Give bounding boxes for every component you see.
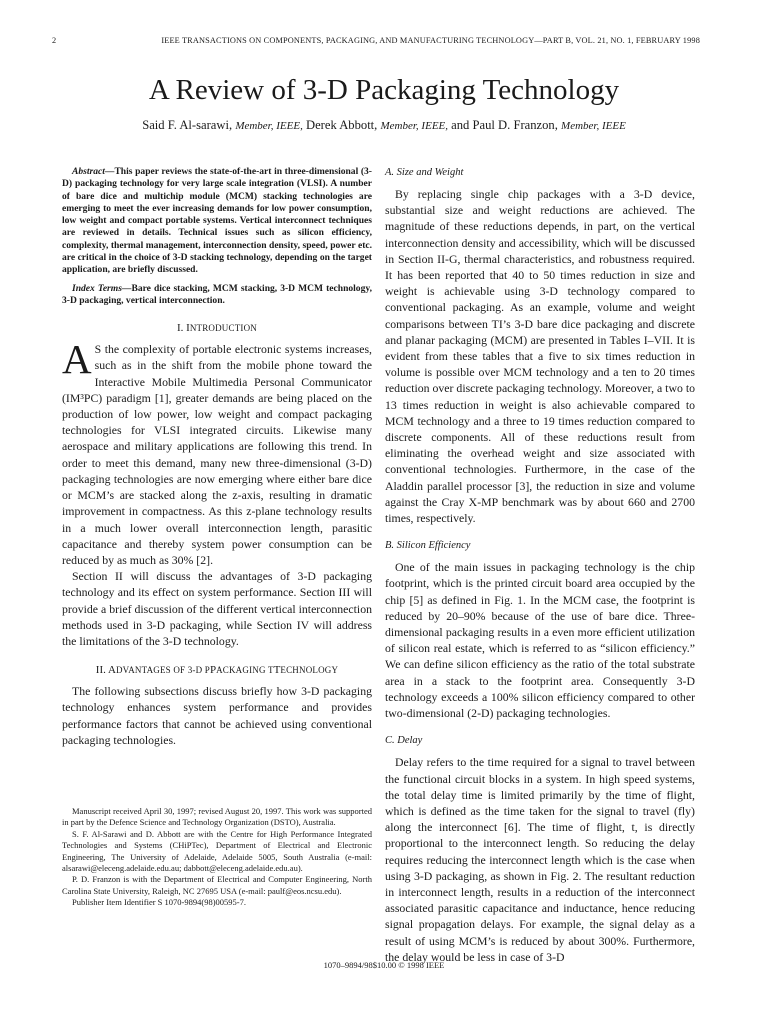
journal-header: IEEE TRANSACTIONS ON COMPONENTS, PACKAGING, AND MANUFACTURING TECHNOLOGY—PART B, VOL. 21, NO. 1, FEBRUARY 1998	[161, 36, 700, 45]
section-numeral: I.	[176, 322, 184, 335]
abstract	[62, 166, 372, 277]
author-name: Derek Abbott,	[305, 118, 378, 132]
author-name: Paul D. Franzon,	[472, 118, 558, 132]
section-heading-cap: T	[273, 664, 281, 677]
intro-paragraph-2: Section II will discuss the advantages of 3-D packaging technology and its effect on system performance. Section III will provide a brief discussion of the different vertical interconnection methods used in 3-D packaging, while Section IV will address the limitations of the 3-D technology.	[62, 569, 372, 648]
section-heading-rest: DVANTAGES OF 3-D P	[115, 665, 210, 676]
section-heading-rest: NTRODUCTION	[189, 323, 258, 334]
size-weight-paragraph: By replacing single chip packages with a 3-D device, substantial size and weight reductions are achieved. The magnitude of these reductions depends, in part, on the vertical interconnection density and accessibility, which will be discussed in Section II-G, thermal characteristics, and robustness required. It has been reported that 40 to 50 times reduction in size and weight is achievable using 3-D technology compared to conventional packaging. As an example, volume and weight comparisons between TI’s 3-D bare dice packaging and discrete and planar packaging (MCM) are presented in Tables I–VII. It is evident from these tables that a five to six times reduction in volume is possible over MCM technology and a ten to 20 times reduction over discrete packaging technology. Moreover, a two to 13 times reduction in weight is also achievable compared to MCM technology and a three to 19 times reduction compared to discrete components. All of these reductions result from eliminating the overhead weight and size associated with conventional technologies. Furthermore, in the case of the Aladdin parallel processor [3], the reduction in size and volume against the Cray X-MP benchmark was by about 660 and 2700 times, respectively.	[385, 187, 695, 526]
subsection-heading-size: A. Size and Weight	[385, 167, 464, 178]
section-numeral: II.	[95, 664, 106, 677]
left-column	[62, 166, 372, 748]
delay-paragraph: Delay refers to the time required for a signal to travel between the functional circuit blocks in a system. In high speed systems, the total delay time is limited primarily by the time of flight, which is defined as the time taken for the signal to travel (fly) along the interconnect [6]. The time of flight, t, is directly proportional to the interconnect length. So reducing the delay requires reducing the interconnect length which is the case when using 3-D packaging, as shown in Fig. 2. The resultant reduction in interconnect length, results in a reduction of the interconnect associated parasitic capacitance and inductance, hence reducing signal propagation delays. For example, the signal delay as a result of using MCM’s is reduced by about 300%. Furthermore, the delay would be less in case of 3-D	[385, 755, 695, 964]
section-heading-cap: P	[209, 664, 217, 677]
page-number: 2	[52, 36, 57, 45]
section-heading-advantages	[62, 663, 372, 677]
footnote: S. F. Al-Sarawi and D. Abbott are with the Centre for High Performance Integrated Technologies and Systems (CHiPTec), Department of Electrical and Electronic Engineering, The University of Adelaide, Adelaide 5005, South Australia (e-mail: alsarawi@eleceng.adelaide.edu.au; dabbott@eleceng.adelaide.edu.au).	[62, 828, 372, 874]
footnote: P. D. Franzon is with the Department of Electrical and Computer Engineering, North Carolina State University, Raleigh, NC 27695 USA (e-mail: paulf@eos.ncsu.edu).	[62, 874, 372, 896]
footnotes	[62, 806, 372, 909]
subsection-heading-silicon: B. Silicon Efficiency	[385, 540, 471, 552]
index-terms	[62, 283, 372, 308]
paper-title: A Review of 3-D Packaging Technology	[148, 74, 620, 106]
author-membership: Member, IEEE,	[380, 120, 449, 132]
author-membership: Member, IEEE	[561, 120, 626, 132]
right-column	[385, 166, 695, 965]
footnote: Publisher Item Identifier S 1070-9894(98)00595-7.	[72, 897, 246, 908]
intro-paragraph-1	[62, 336, 372, 568]
author-membership: Member, IEEE,	[235, 120, 303, 132]
author-name: Said F. Al-sarawi,	[142, 118, 233, 132]
author-line	[0, 118, 768, 133]
section-heading-cap: I	[186, 322, 190, 335]
section-heading-rest: ECHNOLOGY	[280, 665, 339, 676]
subsection-heading-delay: C. Delay	[385, 735, 423, 747]
silicon-efficiency-paragraph: One of the main issues in packaging technology is the chip footprint, which is the printed circuit board area occupied by the chip [5] as defined in Fig. 1. In the MCM case, the footprint is reduced by 20–90% because of the use of bare dice. Three-dimensional packaging results in a even more efficient utilization of silicon real estate, which is referred to as “silicon efficiency.” We can define silicon efficiency as the ratio of the total substrate area in a stack to the footprint area. Consequently 3-D technology exceeds a 100% silicon efficiency compared to other two-dimensional (2-D) packaging technologies.	[385, 560, 695, 721]
abstract-text: This paper reviews the state-of-the-art in three-dimensional (3-D) packaging technology for very large scale integration (VLSI). A number of bare dice and multichip module (MCM) stacking technologies are emerging to meet the ever increasing demands for low power consumption, low weight and compact portable systems. Vertical interconnect techniques are reviewed in details. Technical issues such as silicon efficiency, complexity, thermal management, interconnection density, speed, power etc. are critical in the choice of 3-D stacking technology, depending on the target application, are briefly discussed.	[62, 166, 372, 276]
copyright-footer: 1070–9894/98$10.00 © 1998 IEEE	[323, 960, 445, 970]
section-heading-rest: ACKAGING T	[216, 665, 274, 676]
running-head	[52, 36, 700, 50]
drop-cap: A	[62, 336, 92, 383]
intro-paragraph-1-text: S the complexity of portable electronic systems increases, such as in the shift from the mobile phone toward the Interactive Mobile Multimedia Personal Communicator (IM³PC) paradigm [1], greater demands are being placed on the production of low power, low weight and compact packaging technologies for VLSI integrated circuits. Likewise many aerospace and military applications are following this trend. In order to meet this demand, many new three-dimensional (3-D) packaging technologies are now emerging where either bare dice or MCM’s are stacked along the z-axis, resulting in dramatic improvement in compactness. As this z-plane technology results in a much lower overall interconnection length, parasitic capacitance and thereby system power consumption can be reduced by as much as 30% [2].	[62, 342, 372, 567]
section-heading-introduction	[62, 321, 372, 335]
footnote: Manuscript received April 30, 1997; revised August 20, 1997. This work was supported in part by the Defence Science and Technology Organization (DSTO), Australia.	[62, 806, 372, 828]
section-heading-cap: A	[108, 664, 116, 677]
author-conjunction: and	[451, 118, 470, 132]
index-terms-text: Bare dice stacking, MCM stacking, 3-D MCM technology, 3-D packaging, vertical interconnection.	[62, 282, 372, 306]
abstract-label: Abstract—	[72, 166, 115, 177]
index-terms-label: Index Terms—	[72, 282, 132, 294]
advantages-paragraph: The following subsections discuss briefly how 3-D packaging technology enhances system performance and provides performance factors that cannot be achieved using conventional packaging technologies.	[62, 684, 372, 747]
